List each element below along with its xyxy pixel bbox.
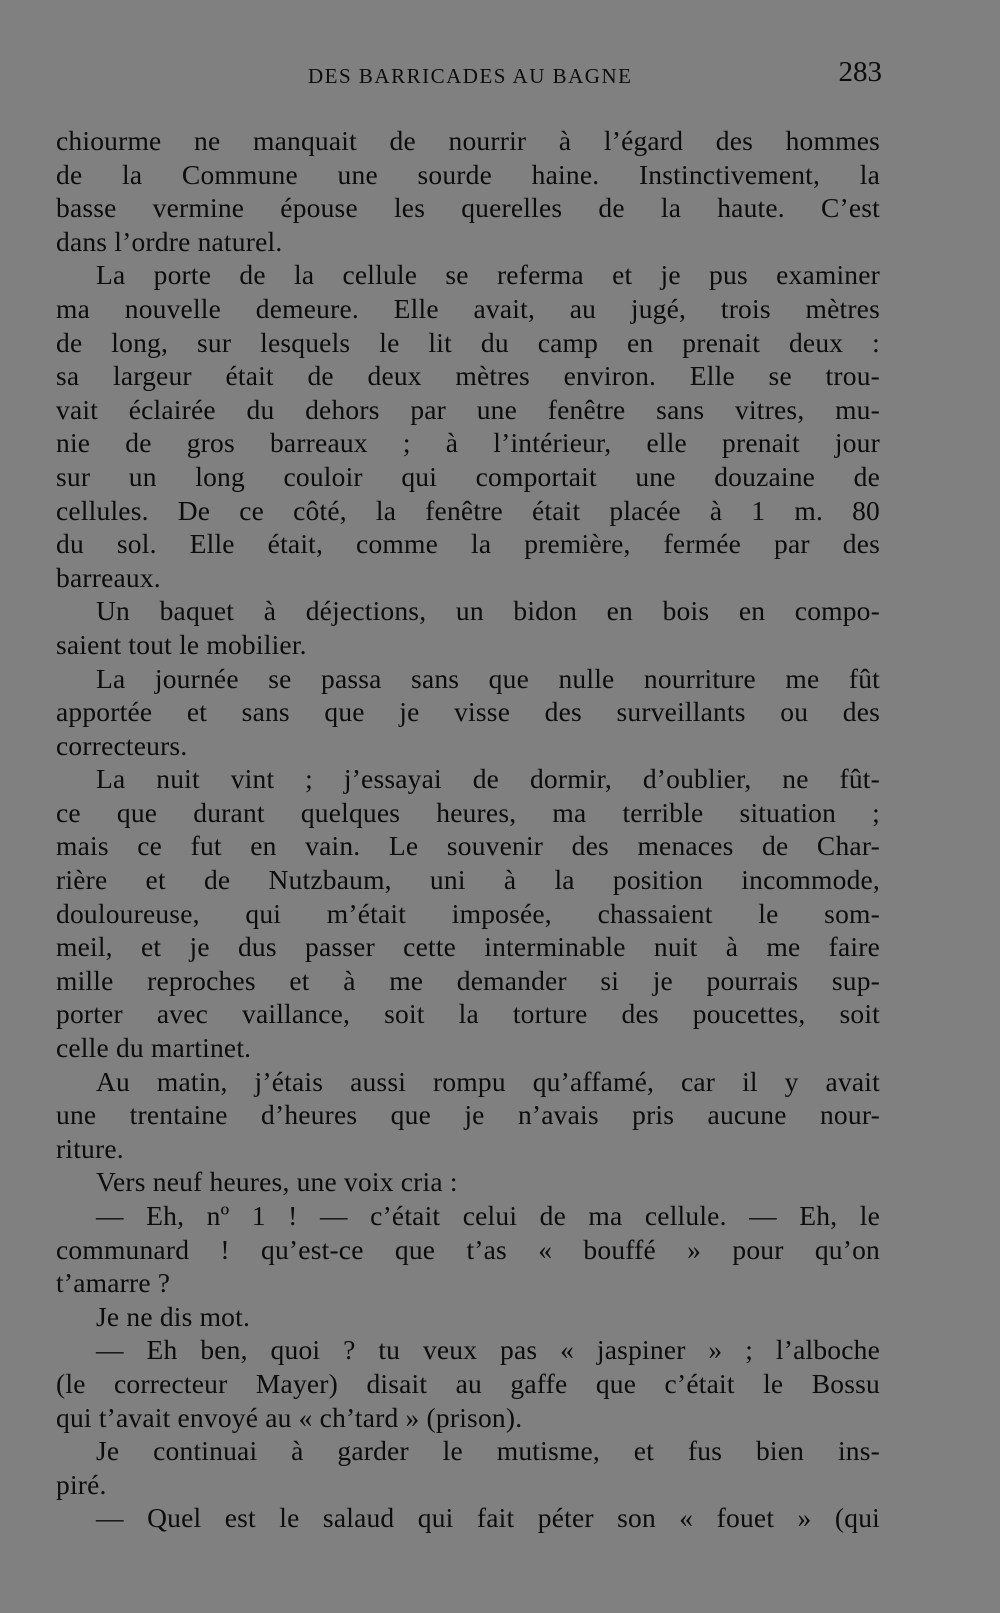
text-line: cellules. De ce côté, la fenêtre était placée à 1 m. 80: [56, 494, 880, 526]
text-line: piré.: [56, 1468, 107, 1500]
text-line: dans l’ordre naturel.: [56, 225, 283, 257]
text-line: sa largeur était de deux mètres environ. Elle se trou-: [56, 360, 880, 392]
text-line: vait éclairée du dehors par une fenêtre sans vitres, mu-: [56, 393, 880, 425]
page-header: [0, 56, 1000, 96]
text-line: chiourme ne manquait de nourrir à l’égard des hommes: [56, 125, 880, 156]
text-line: meil, et je dus passer cette interminable nuit à me faire: [56, 931, 880, 963]
text-line: La nuit vint ; j’essayai de dormir, d’oublier, ne fût-: [96, 763, 880, 795]
text-line: correcteurs.: [56, 729, 188, 761]
text-line: de long, sur lesquels le lit du camp en prenait deux :: [56, 326, 880, 358]
body-text: [56, 124, 880, 1535]
text-line: — Eh, nº 1 ! — c’était celui de ma cellule. — Eh, le: [96, 1200, 880, 1231]
text-line: douloureuse, qui m’était imposée, chassaient le som-: [56, 897, 880, 929]
text-line: nie de gros barreaux ; à l’intérieur, elle prenait jour: [56, 427, 880, 459]
text-line: t’amarre ?: [56, 1267, 171, 1299]
text-line: Je ne dis mot.: [96, 1300, 251, 1332]
text-line: — Quel est le salaud qui fait péter son « fouet » (qui: [96, 1502, 880, 1534]
text-line: communard ! qu’est-ce que t’as « bouffé » pour qu’on: [56, 1233, 880, 1265]
running-title: DES BARRICADES AU BAGNE: [308, 64, 633, 88]
text-line: sur un long couloir qui comportait une douzaine de: [56, 460, 880, 492]
text-line: Je continuai à garder le mutisme, et fus bien ins-: [96, 1435, 880, 1467]
text-line: saient tout le mobilier.: [56, 628, 307, 660]
text-line: — Eh ben, quoi ? tu veux pas « jaspiner » ; l’alboche: [96, 1334, 880, 1366]
text-line: du sol. Elle était, comme la première, fermée par des: [56, 528, 880, 560]
text-line: mais ce fut en vain. Le souvenir des menaces de Char-: [56, 830, 880, 862]
text-line: apportée et sans que je visse des surveillants ou des: [56, 696, 880, 728]
text-line: riture.: [56, 1132, 124, 1164]
text-line: La porte de la cellule se referma et je pus examiner: [96, 259, 880, 291]
text-line: Un baquet à déjections, un bidon en bois en compo-: [96, 595, 880, 627]
text-line: une trentaine d’heures que je n’avais pris aucune nour-: [56, 1099, 880, 1131]
text-line: celle du martinet.: [56, 1032, 252, 1064]
text-line: de la Commune une sourde haine. Instinctivement, la: [56, 158, 880, 190]
text-line: qui t’avait envoyé au « ch’tard » (prison).: [56, 1401, 523, 1433]
text-line: Vers neuf heures, une voix cria :: [96, 1166, 458, 1198]
text-line: rière et de Nutzbaum, uni à la position incommode,: [56, 864, 880, 896]
text-line: (le correcteur Mayer) disait au gaffe que c’était le Bossu: [56, 1367, 880, 1399]
text-line: mille reproches et à me demander si je pourrais sup-: [56, 964, 880, 996]
text-line: ce que durant quelques heures, ma terrible situation ;: [56, 796, 880, 828]
text-line: porter avec vaillance, soit la torture des poucettes, soit: [56, 998, 880, 1030]
page-number: 283: [838, 56, 882, 88]
text-line: basse vermine épouse les querelles de la haute. C’est: [56, 192, 880, 224]
text-line: La journée se passa sans que nulle nourriture me fût: [96, 662, 880, 694]
text-line: ma nouvelle demeure. Elle avait, au jugé, trois mètres: [56, 292, 880, 324]
text-line: barreaux.: [56, 561, 161, 593]
text-line: Au matin, j’étais aussi rompu qu’affamé, car il y avait: [96, 1065, 880, 1097]
